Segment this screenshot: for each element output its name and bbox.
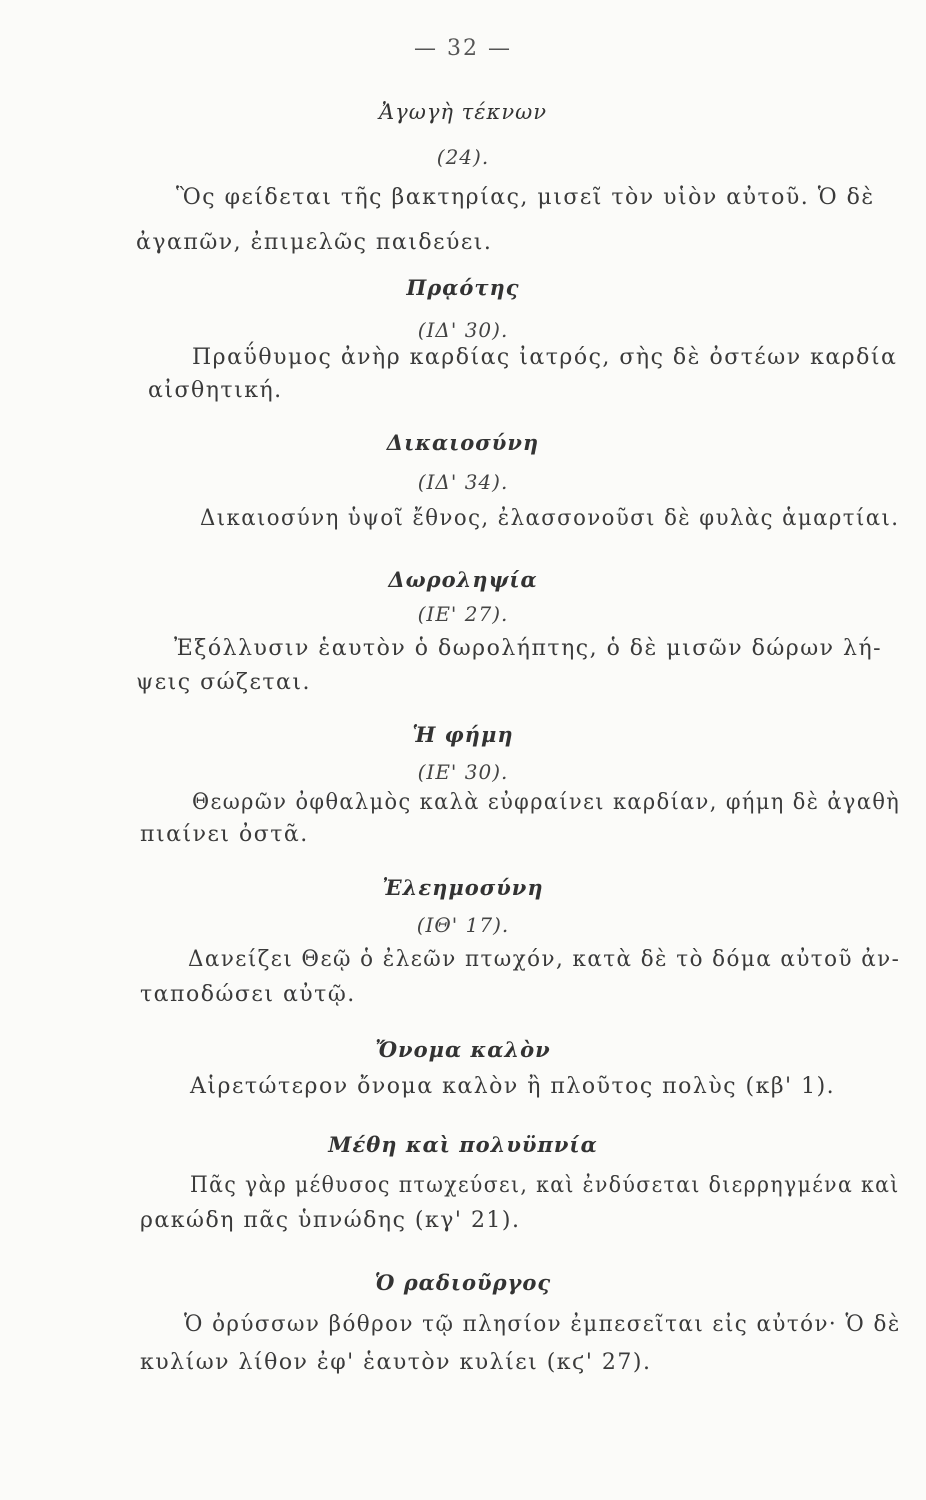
text-line: Αἱρετώτερον ὄνομα καλὸν ἢ πλοῦτος πολὺς (κβ' 1). [190, 1074, 836, 1099]
text-line: Δικαιοσύνη ὑψοῖ ἔθνος, ἐλασσονοῦσι δὲ φυλὰς ἁμαρτίαι. [200, 506, 900, 531]
section-reference: (ΙΕ' 27). [417, 602, 509, 626]
text-line: ρακώδη πᾶς ὑπνώδης (κγ' 21). [140, 1208, 521, 1233]
section-title: Ἀγωγὴ τέκνων [379, 100, 547, 124]
section-reference: (24). [436, 145, 490, 169]
text-line: κυλίων λίθον ἐφ' ἑαυτὸν κυλίει (κϛ' 27). [140, 1350, 652, 1375]
text-line: ταποδώσει αὐτῷ. [140, 982, 356, 1007]
section-title: Ἡ φήμη [412, 722, 514, 747]
text-line: Πᾶς γὰρ μέθυσος πτωχεύσει, καὶ ἐνδύσεται διερρηγμένα καὶ [190, 1173, 900, 1198]
section-title: Δικαιοσύνη [386, 430, 540, 455]
text-line: Ὃς φείδεται τῆς βακτηρίας, μισεῖ τὸν υἱὸν αὐτοῦ. Ὁ δὲ [176, 185, 875, 210]
text-line: Ἐξόλλυσιν ἑαυτὸν ὁ δωρολήπτης, ὁ δὲ μισῶν δώρων λή- [174, 636, 883, 661]
section-title: Δωροληψία [388, 567, 538, 592]
section-title: Μέθη καὶ πολυϋπνία [328, 1132, 598, 1157]
text-line: Ὁ ὀρύσσων βόθρον τῷ πλησίον ἐμπεσεῖται εἰς αὐτόν· Ὁ δὲ [184, 1312, 901, 1337]
text-line: αἰσθητική. [148, 378, 283, 403]
text-line: Δανείζει Θεῷ ὁ ἐλεῶν πτωχόν, κατὰ δὲ τὸ δόμα αὐτοῦ ἀν- [188, 947, 901, 972]
text-line: Θεωρῶν ὀφθαλμὸς καλὰ εὐφραίνει καρδίαν, φήμη δὲ ἀγαθὴ [192, 790, 901, 815]
text-line: ἀγαπῶν, ἐπιμελῶς παιδεύει. [136, 230, 493, 255]
page-number: — 32 — [414, 36, 512, 61]
section-title: Ἐλεημοσύνη [382, 875, 544, 900]
section-reference: (ΙΘ' 17). [416, 913, 510, 937]
section-reference: (ΙΔ' 34). [417, 470, 509, 494]
section-reference: (ΙΔ' 30). [417, 318, 509, 342]
section-reference: (ΙΕ' 30). [417, 760, 509, 784]
text-line: Πραΰθυμος ἀνὴρ καρδίας ἰατρός, σὴς δὲ ὀστέων καρδία [192, 345, 898, 370]
section-title: Πρᾳότης [406, 275, 520, 300]
section-title: Ὄνομα καλὸν [375, 1037, 551, 1062]
text-line: πιαίνει ὀστᾶ. [140, 822, 309, 847]
section-title: Ὁ ραδιοῦργος [374, 1270, 552, 1295]
text-line: ψεις σώζεται. [136, 670, 312, 695]
